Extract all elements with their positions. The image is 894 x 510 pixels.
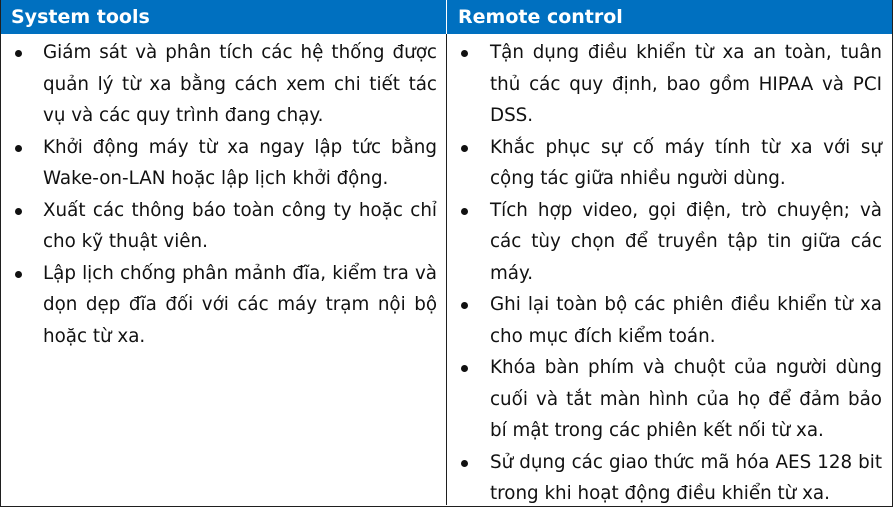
list-item: Khóa bàn phím và chuột của người dùng cuối và tắt màn hình của họ để đảm bảo bí mật trong các phiên kết nối từ xa. — [447, 352, 892, 447]
header-remote-control: Remote control — [458, 6, 623, 28]
remote-control-cell — [447, 34, 892, 505]
list-item: Xuất các thông báo toàn công ty hoặc chỉ cho kỹ thuật viên. — [1, 195, 446, 258]
system-tools-list — [1, 34, 446, 352]
list-item: Lập lịch chống phân mảnh đĩa, kiểm tra và dọn dẹp đĩa đối với các máy trạm nội bộ hoặc từ xa. — [1, 258, 446, 353]
system-tools-cell — [1, 34, 447, 505]
list-item: Khắc phục sự cố máy tính từ xa với sự cộng tác giữa nhiều người dùng. — [447, 132, 892, 195]
list-item: Sử dụng các giao thức mã hóa AES 128 bit trong khi hoạt động điều khiển từ xa. — [447, 447, 892, 510]
remote-control-list — [447, 34, 892, 510]
list-item: Giám sát và phân tích các hệ thống được quản lý từ xa bằng cách xem chi tiết tác vụ và các quy trình đang chạy. — [1, 37, 446, 132]
table-body-row — [1, 34, 892, 505]
list-item: Ghi lại toàn bộ các phiên điều khiển từ xa cho mục đích kiểm toán. — [447, 289, 892, 352]
list-item: Tích hợp video, gọi điện, trò chuyện; và các tùy chọn để truyền tập tin giữa các máy. — [447, 195, 892, 290]
list-item: Tận dụng điều khiển từ xa an toàn, tuân thủ các quy định, bao gồm HIPAA và PCI DSS. — [447, 37, 892, 132]
header-system-tools: System tools — [1, 0, 447, 34]
table-header-row — [1, 0, 892, 34]
list-item: Khởi động máy từ xa ngay lập tức bằng Wake-on-LAN hoặc lập lịch khởi động. — [1, 132, 446, 195]
